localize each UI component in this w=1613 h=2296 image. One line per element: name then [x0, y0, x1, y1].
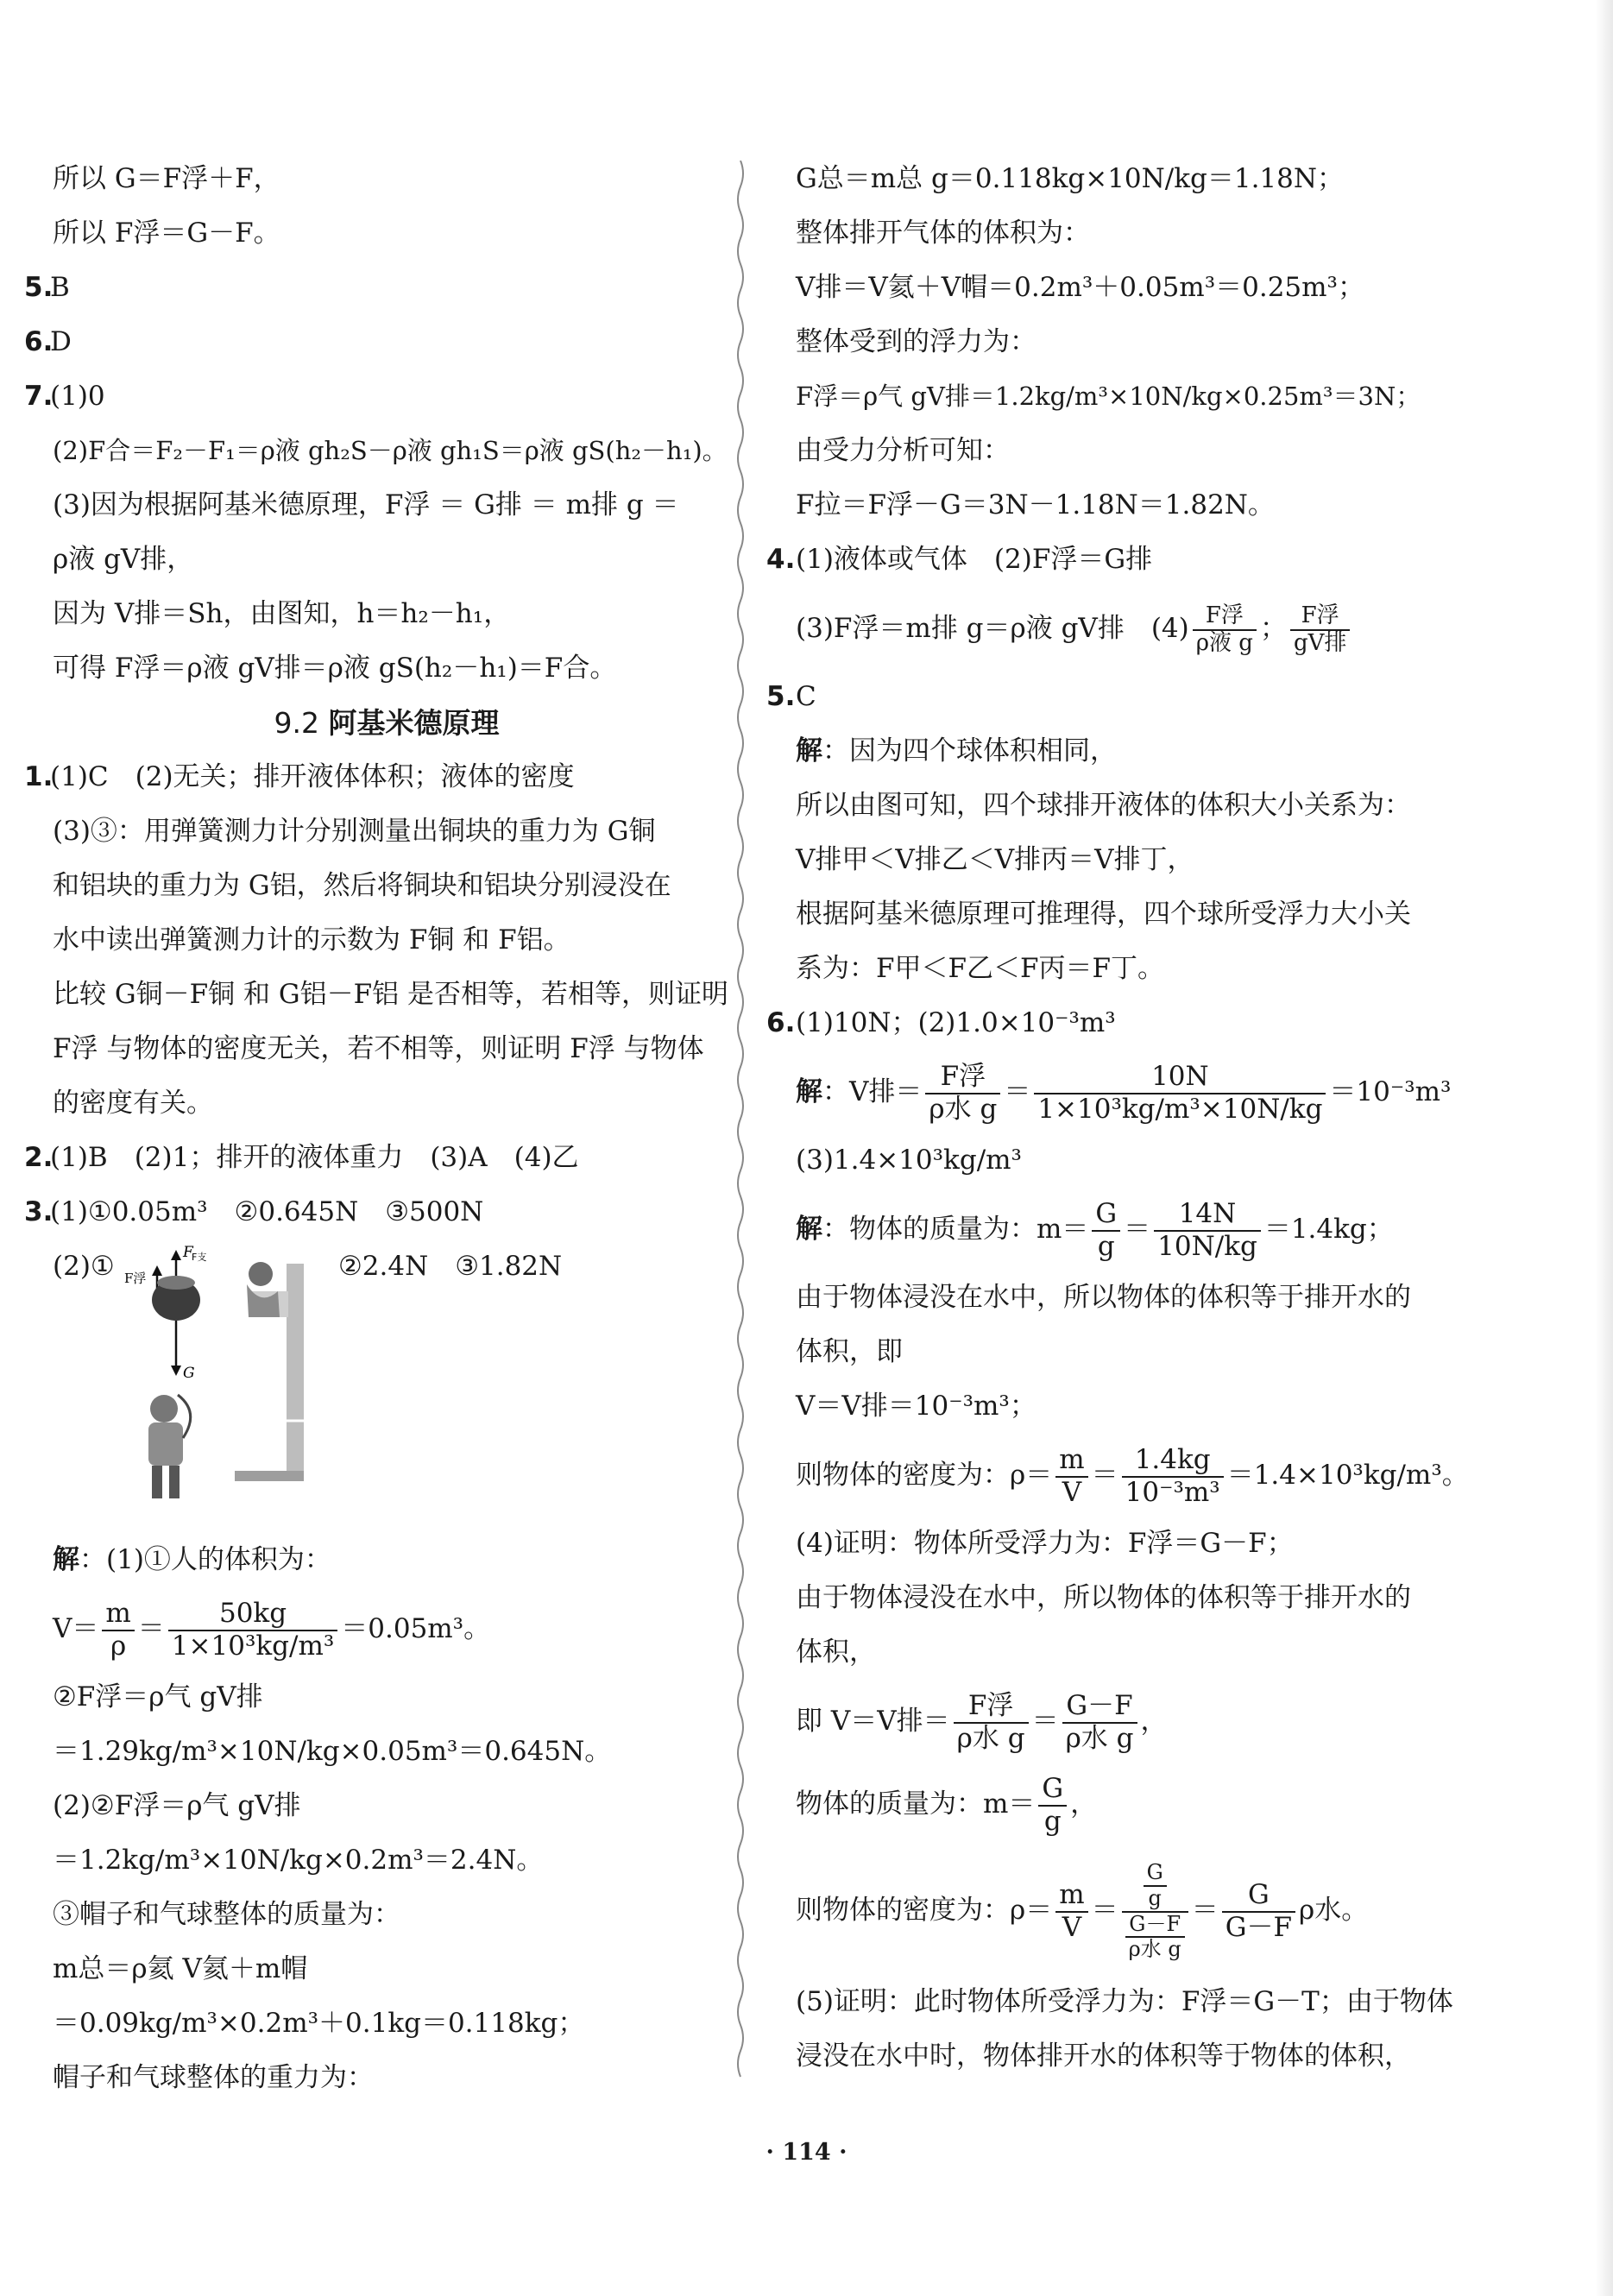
formula-text: ρ水。 [1299, 1895, 1369, 1926]
nested-fraction [1122, 1861, 1188, 1961]
question-number: 3. [24, 1196, 54, 1227]
man-leg [152, 1466, 162, 1498]
fraction [168, 1599, 337, 1662]
text-line: G总＝m总 g＝0.118kg×10N/kg＝1.18N； [796, 163, 1344, 194]
text-line: 由于物体浸没在水中，所以物体的体积等于排开水的 [796, 1282, 1411, 1313]
text-line: F浮＝ρ气 gV排＝1.2kg/m³×10N/kg×0.25m³＝3N； [796, 382, 1421, 411]
text-line: 可得 F浮＝ρ液 gV排＝ρ液 gS(h₂－h₁)＝F合。 [53, 653, 617, 684]
page-number: · 114 · [766, 2139, 847, 2166]
solution-label: 解 [796, 1076, 822, 1107]
formula-text: ＝ [1031, 1706, 1059, 1737]
section-name: 阿基米德原理 [328, 706, 500, 740]
fraction [1122, 1445, 1224, 1508]
formula-text: ：V排＝ [822, 1076, 923, 1107]
arrow-head [171, 1366, 181, 1376]
formula-text: ＝10⁻³m³ [1329, 1076, 1452, 1107]
formula-text: ＝ [1004, 1076, 1031, 1107]
text-line: F浮 与物体的密度无关，若不相等，则证明 F浮 与物体 [53, 1033, 704, 1064]
answer-3-part-2 [50, 1239, 723, 1533]
fraction [1055, 1445, 1087, 1508]
answer-6 [766, 996, 1478, 1050]
answer-6 [24, 315, 723, 369]
numerator: 14N [1154, 1199, 1261, 1232]
text-line: ＝1.2kg/m³×10N/kg×0.2m³＝2.4N。 [53, 1845, 544, 1876]
woman-body [247, 1284, 280, 1317]
text-line: 所以 F浮＝G－F。 [53, 218, 280, 249]
text-line: V＝V排＝10⁻³m³； [796, 1391, 1036, 1422]
question-number: 6. [766, 1007, 796, 1038]
man-body [148, 1422, 183, 1466]
solution-label: 解 [796, 1214, 822, 1245]
denominator: G－F [1225, 1911, 1293, 1943]
formula-text: ＝ [1091, 1895, 1118, 1926]
answer-text: (1)C (2)无关；排开液体体积；液体的密度 [50, 761, 575, 792]
formula-text: ＝1.4×10³kg/m³。 [1226, 1460, 1469, 1491]
solution-text: ：因为四个球体积相同， [822, 735, 1117, 766]
answer-text: (1)液体或气体 (2)F浮＝G排 [796, 544, 1153, 575]
woman-head [249, 1262, 273, 1286]
text-line: 所以由图可知，四个球排开液体的体积大小关系为： [796, 790, 1411, 821]
numerator: G [1144, 1861, 1167, 1887]
numerator: 50kg [168, 1599, 337, 1631]
text-line: 整体受到的浮力为： [796, 326, 1036, 357]
denominator: ρ水 g [929, 1093, 998, 1125]
answer-5 [24, 261, 723, 315]
text-line: ③帽子和气球整体的质量为： [53, 1899, 400, 1930]
denominator: ρ水 g [1065, 1722, 1134, 1754]
denominator: g [1148, 1885, 1162, 1910]
text-line: 根据阿基米德原理可推理得，四个球所受浮力大小关 [796, 899, 1411, 930]
denominator: g [1043, 1805, 1062, 1837]
formula-text: ＝ [1191, 1895, 1219, 1926]
numerator: G [1092, 1199, 1120, 1232]
solution-label: 解 [53, 1544, 79, 1575]
text-line: (3)因为根据阿基米德原理，F浮 ＝ G排 ＝ m排 g ＝ [53, 489, 679, 520]
question-number: 6. [24, 326, 54, 357]
text-line: 的密度有关。 [53, 1088, 213, 1119]
answer-text: (1)①0.05m³ ②0.645N ③500N [50, 1196, 484, 1227]
answer-7 [24, 369, 723, 424]
answer-text: D [50, 326, 72, 357]
arrow-head [171, 1250, 181, 1260]
denominator: 10N/kg [1157, 1230, 1257, 1262]
text-line: (3)③：用弹簧测力计分别测量出铜块的重力为 G铜 [53, 816, 656, 847]
fraction [1092, 1199, 1120, 1262]
numerator: F浮 [1193, 603, 1257, 631]
denominator: ρ水 g [956, 1722, 1025, 1754]
denominator: 1×10³kg/m³×10N/kg [1037, 1093, 1323, 1125]
fraction [925, 1062, 1000, 1125]
fraction [1034, 1062, 1326, 1125]
label-f-float: F浮 [124, 1271, 147, 1286]
left-column [24, 152, 728, 2105]
formula-text: 即 V＝V排＝ [796, 1706, 950, 1737]
label-g: G [183, 1365, 195, 1382]
text-line: ②2.4N ③1.82N [338, 1251, 563, 1282]
nested-numerator [1122, 1861, 1188, 1912]
formula-text: ＝ [137, 1613, 165, 1644]
numerator: m [1055, 1880, 1087, 1913]
answer-text: (1)B (2)1；排开的液体重力 (3)A (4)乙 [50, 1142, 579, 1173]
text-line: 由受力分析可知： [796, 435, 1010, 466]
numerator: G [1222, 1880, 1295, 1913]
fraction [954, 1691, 1029, 1754]
solution-line [50, 1533, 723, 1587]
question-number: 5. [24, 272, 54, 303]
nested-denominator [1122, 1913, 1188, 1962]
fraction [1062, 1691, 1137, 1754]
volume-proof-formula [770, 1680, 1478, 1763]
answer-1 [24, 750, 723, 804]
denominator: g [1097, 1230, 1115, 1262]
denominator: V [1062, 1476, 1082, 1508]
text-line: (2)②F浮＝ρ气 gV排 [53, 1790, 301, 1821]
denominator: gV排 [1293, 629, 1347, 656]
text-line: F拉＝F浮－G＝3N－1.18N＝1.82N。 [796, 489, 1275, 520]
text-line: 比较 G铜－F铜 和 G铝－F铝 是否相等，若相等，则证明 [53, 979, 728, 1010]
text-line: 整体排开气体的体积为： [796, 218, 1090, 249]
right-column [766, 152, 1478, 2084]
answer-text: (1)10N；(2)1.0×10⁻³m³ [796, 1007, 1116, 1038]
numerator: F浮 [954, 1691, 1029, 1724]
text-line: 所以 G＝F浮＋F， [53, 163, 280, 194]
text-line: (5)证明：此时物体所受浮力为：F浮＝G－T；由于物体 [796, 1986, 1453, 2017]
question-number: 4. [766, 544, 796, 575]
answer-text: (1)0 [50, 381, 105, 412]
text-line: ＝0.09kg/m³×0.2m³＋0.1kg＝0.118kg； [53, 2008, 585, 2039]
formula-text: 物体的质量为：m＝ [796, 1788, 1036, 1820]
text-line: ＝1.29kg/m³×10N/kg×0.05m³＝0.645N。 [53, 1736, 612, 1767]
answer-2 [24, 1131, 723, 1185]
fraction [1154, 1199, 1261, 1262]
fraction [1290, 603, 1350, 657]
denominator: V [1062, 1911, 1082, 1943]
volume-solution [770, 1050, 1478, 1133]
text-line: 因为 V排＝Sh，由图知，h＝h₂－h₁， [53, 598, 511, 629]
answer-4 [766, 533, 1478, 587]
text-line: (4)证明：物体所受浮力为：F浮＝G－F； [796, 1528, 1294, 1559]
text-line: V排＝V氦＋V帽＝0.2m³＋0.05m³＝0.25m³； [796, 272, 1364, 303]
text-line: 系为：F甲＜F乙＜F丙＝F丁。 [796, 953, 1165, 984]
formula-text: ＝0.05m³。 [341, 1613, 491, 1644]
numerator: F浮 [1290, 603, 1350, 631]
question-number: 7. [24, 381, 54, 412]
text-line: 由于物体浸没在水中，所以物体的体积等于排开水的 [796, 1582, 1411, 1613]
text-line: 浸没在水中时，物体排开水的体积等于物体的体积， [796, 2041, 1411, 2072]
answer-4-part-3 [770, 587, 1478, 670]
formula-text: ； [1259, 613, 1287, 644]
fraction [1125, 1913, 1185, 1962]
solution-line [770, 724, 1478, 779]
text-line: 体积， [796, 1637, 876, 1668]
wall-base [235, 1471, 304, 1481]
answer-5 [766, 670, 1478, 724]
fraction [1144, 1861, 1167, 1910]
denominator: ρ [110, 1630, 127, 1662]
label-f-support: F [183, 1244, 193, 1261]
section-number: 9.2 [274, 706, 319, 740]
question-number: 5. [766, 681, 796, 712]
fraction [1193, 603, 1257, 657]
question-number: 1. [24, 761, 54, 792]
formula-text: ＝ [1124, 1214, 1151, 1245]
denominator: 10⁻³m³ [1125, 1476, 1220, 1508]
formula-text: (3)F浮＝m排 g＝ρ液 gV排 (4) [796, 613, 1189, 644]
balloon-force-diagram [123, 1239, 364, 1516]
numerator: 10N [1034, 1062, 1326, 1094]
density-formula [770, 1434, 1478, 1517]
solution-label: 解 [796, 735, 822, 766]
denominator: ρ液 g [1195, 629, 1253, 656]
density-proof-formula [770, 1845, 1478, 1975]
solution-text: ：(1)①人的体积为： [79, 1544, 331, 1575]
volume-formula [50, 1587, 723, 1670]
fraction [1055, 1880, 1087, 1943]
question-number: 2. [24, 1142, 54, 1173]
denominator: 1×10³kg/m³ [171, 1630, 335, 1662]
mass-solution [770, 1188, 1478, 1271]
formula-text: ：物体的质量为：m＝ [822, 1214, 1089, 1245]
arrow-head [152, 1265, 162, 1276]
answer-3 [24, 1185, 723, 1239]
man-head [150, 1395, 178, 1422]
text-line: ρ液 gV排， [53, 544, 194, 575]
text-line: 和铝块的重力为 G铝，然后将铜块和铝块分别浸没在 [53, 870, 671, 901]
fraction [1038, 1774, 1067, 1837]
formula-text: ， [1070, 1788, 1098, 1820]
hat [157, 1276, 195, 1290]
formula-text: ＝ [1091, 1460, 1118, 1491]
numerator: m [102, 1599, 134, 1631]
answer-text: B [50, 272, 70, 303]
text-line: ②F浮＝ρ气 gV排 [53, 1681, 263, 1713]
text-line: (3)1.4×10³kg/m³ [796, 1145, 1022, 1176]
text-line: (2)F合＝F₂－F₁＝ρ液 gh₂S－ρ液 gh₁S＝ρ液 gS(h₂－h₁)。 [53, 436, 728, 465]
mass-proof-formula [770, 1763, 1478, 1845]
column-divider [732, 161, 749, 2085]
text-line: (2)① [53, 1251, 115, 1282]
fraction [102, 1599, 134, 1662]
numerator: G－F [1125, 1913, 1185, 1939]
answer-text: C [796, 681, 816, 712]
numerator: m [1055, 1445, 1087, 1478]
text-line: 水中读出弹簧测力计的示数为 F铜 和 F铝。 [53, 924, 570, 956]
label-sub: F支 [192, 1252, 207, 1263]
formula-text: ， [1140, 1706, 1168, 1737]
fraction [1222, 1880, 1295, 1943]
formula-text: 则物体的密度为：ρ＝ [796, 1460, 1053, 1491]
text-line: 帽子和气球整体的重力为： [53, 2062, 374, 2093]
text-line: V排甲＜V排乙＜V排丙＝V排丁， [796, 844, 1194, 875]
formula-text: V＝ [53, 1613, 99, 1644]
numerator: G－F [1062, 1691, 1137, 1724]
man-leg [169, 1466, 180, 1498]
denominator: ρ水 g [1128, 1937, 1181, 1962]
numerator: F浮 [925, 1062, 1000, 1094]
text-line: 体积，即 [796, 1336, 903, 1367]
wall [287, 1264, 304, 1479]
text-line: m总＝ρ氦 V氦＋m帽 [53, 1953, 308, 1984]
numerator: G [1038, 1774, 1067, 1807]
numerator: 1.4kg [1122, 1445, 1224, 1478]
formula-text: 则物体的密度为：ρ＝ [796, 1895, 1053, 1926]
section-title [50, 696, 723, 750]
formula-text: ＝1.4kg； [1263, 1214, 1394, 1245]
